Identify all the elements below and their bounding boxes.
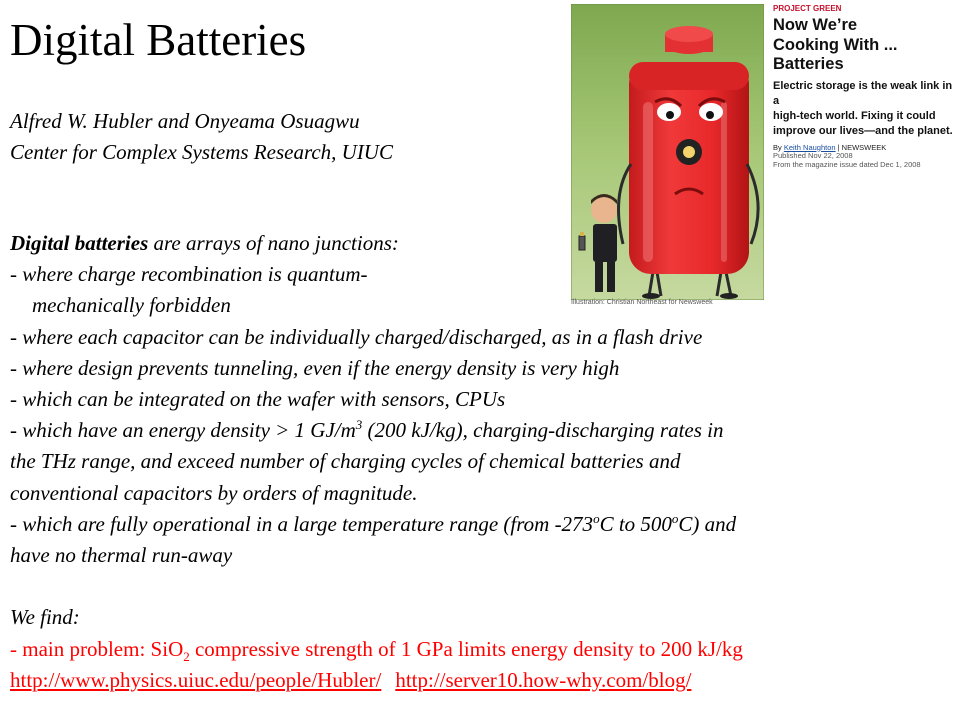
dek-line-3: improve our lives—and the planet. xyxy=(773,124,953,137)
bullet-6-text-c: C) and xyxy=(678,511,737,536)
links-line xyxy=(10,665,955,696)
problem-sub: 2 xyxy=(183,648,190,664)
headline-line-3: Batteries xyxy=(773,55,844,73)
author-affiliation: Center for Complex Systems Research, UIUC xyxy=(10,140,393,164)
blank-line xyxy=(10,571,955,602)
problem-text-a: - main problem: SiO xyxy=(10,636,184,661)
battery-illustration xyxy=(571,4,764,300)
article-published: Published Nov 22, 2008 xyxy=(773,151,853,160)
byline-author-link[interactable]: Keith Naughton xyxy=(783,142,836,152)
bullet-3: - where design prevents tunneling, even if the energy density is very high xyxy=(10,355,620,380)
bullet-5-text-b: (200 kJ/kg), charging-discharging rates in xyxy=(362,418,724,443)
bullet-4: - which can be integrated on the wafer with sensors, CPUs xyxy=(10,387,506,412)
bullet-5-sup: 3 xyxy=(355,417,363,433)
article-headline xyxy=(773,16,958,75)
article-dek xyxy=(773,79,958,139)
problem-text-b: compressive strength of 1 GPa limits energy density to 200 kJ/kg xyxy=(189,636,743,661)
bullet-6-sup-2: o xyxy=(671,510,679,526)
bullet-6-text-a: - which are fully operational in a large temperature range (from -273 xyxy=(10,511,594,536)
bullet-5-line-2: the THz range, and exceed number of charging cycles of chemical batteries and xyxy=(10,449,681,474)
finding-problem xyxy=(10,634,955,665)
intro-rest: are arrays of nano junctions: xyxy=(148,231,399,255)
page-title: Digital Batteries xyxy=(10,15,307,65)
battery-character-image xyxy=(571,4,764,300)
authors-block xyxy=(10,106,393,168)
bullet-1-line-1: - where charge recombination is quantum- xyxy=(10,262,368,287)
headline-line-2: Cooking With ... xyxy=(773,35,898,54)
bullet-5-line-3: conventional capacitors by orders of magnitude. xyxy=(10,480,418,505)
illustration-credit: Illustration: Christian Northeast for Newsweek xyxy=(571,299,713,306)
body-text xyxy=(10,228,955,696)
byline-outlet: | NEWSWEEK xyxy=(835,142,887,152)
dek-line-2: high-tech world. Fixing it could xyxy=(773,109,936,122)
bullet-6-text-b: C to 500 xyxy=(599,511,672,536)
bullet-5-line-1 xyxy=(10,415,955,446)
dek-line-1: Electric storage is the weak link in a xyxy=(773,79,953,107)
newsweek-article xyxy=(773,4,958,169)
bullet-6-line-2: have no thermal run-away xyxy=(10,543,233,568)
bullet-6-sup-1: o xyxy=(593,510,600,526)
finding-heading: We find: xyxy=(10,605,80,630)
byline-prefix: By xyxy=(773,142,784,152)
bullet-5-text-a: - which have an energy density > 1 GJ/m xyxy=(10,418,356,443)
bullet-2: - where each capacitor can be individually charged/discharged, as in a flash drive xyxy=(10,324,703,349)
hubler-link[interactable]: http://www.physics.uiuc.edu/people/Hubler/ xyxy=(10,667,382,692)
headline-line-1: Now We’re xyxy=(773,16,858,34)
bullet-6-line-1 xyxy=(10,509,955,540)
article-kicker: PROJECT GREEN xyxy=(773,4,842,13)
blog-link[interactable]: http://server10.how-why.com/blog/ xyxy=(395,667,692,692)
intro-line xyxy=(10,228,955,259)
article-issue: From the magazine issue dated Dec 1, 2008 xyxy=(773,159,921,169)
bullet-1-line-2: mechanically forbidden xyxy=(32,293,231,318)
intro-term: Digital batteries xyxy=(10,231,149,255)
author-names: Alfred W. Hubler and Onyeama Osuagwu xyxy=(10,109,360,133)
